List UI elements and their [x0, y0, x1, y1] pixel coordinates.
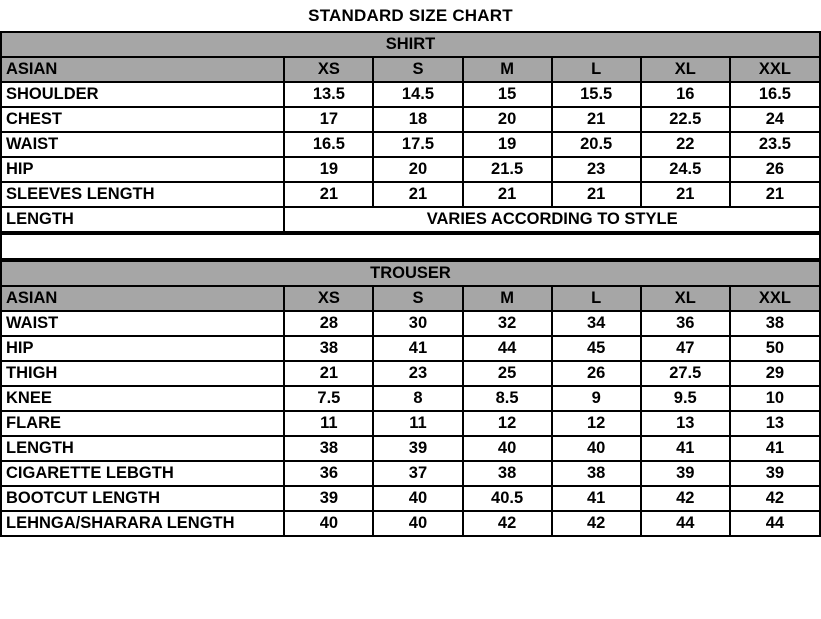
cell-value: 40: [373, 511, 462, 536]
cell-value: 23: [373, 361, 462, 386]
trouser-column-header-row: [1, 286, 820, 311]
cell-value: 20: [373, 157, 462, 182]
row-label: SLEEVES LENGTH: [1, 182, 284, 207]
cell-value: 8.5: [463, 386, 552, 411]
shirt-size-table: [0, 31, 821, 233]
cell-value: 42: [552, 511, 641, 536]
row-label: SHOULDER: [1, 82, 284, 107]
cell-value: 16: [641, 82, 730, 107]
cell-value: 20: [463, 107, 552, 132]
row-label: BOOTCUT LENGTH: [1, 486, 284, 511]
cell-value: 45: [552, 336, 641, 361]
table-row: [1, 486, 820, 511]
row-label: LEHNGA/SHARARA LENGTH: [1, 511, 284, 536]
size-header-xxl: XXL: [730, 286, 820, 311]
cell-value: 19: [463, 132, 552, 157]
size-header-l: L: [552, 286, 641, 311]
row-label: CIGARETTE LEBGTH: [1, 461, 284, 486]
cell-value: 21: [373, 182, 462, 207]
cell-value: 12: [552, 411, 641, 436]
row-label: LENGTH: [1, 436, 284, 461]
cell-value: 15: [463, 82, 552, 107]
table-row: [1, 386, 820, 411]
cell-value: 12: [463, 411, 552, 436]
cell-value: 15.5: [552, 82, 641, 107]
cell-value: 14.5: [373, 82, 462, 107]
table-row: [1, 511, 820, 536]
table-row: [1, 182, 820, 207]
cell-value: 41: [552, 486, 641, 511]
cell-value: 41: [730, 436, 820, 461]
shirt-section-header-row: [1, 32, 820, 57]
cell-value: 20.5: [552, 132, 641, 157]
cell-value: 39: [373, 436, 462, 461]
cell-value: 8: [373, 386, 462, 411]
cell-value: 16.5: [284, 132, 373, 157]
row-label: WAIST: [1, 132, 284, 157]
cell-value: 40: [552, 436, 641, 461]
cell-value: 21: [730, 182, 820, 207]
section-title-trouser: TROUSER: [1, 261, 820, 286]
cell-value: 34: [552, 311, 641, 336]
cell-value: 38: [284, 336, 373, 361]
cell-value: 42: [730, 486, 820, 511]
table-row: [1, 82, 820, 107]
cell-value: 25: [463, 361, 552, 386]
cell-value: 37: [373, 461, 462, 486]
region-label-trouser: ASIAN: [1, 286, 284, 311]
size-header-l: L: [552, 57, 641, 82]
table-row: [1, 311, 820, 336]
table-row: [1, 336, 820, 361]
size-header-xl: XL: [641, 57, 730, 82]
cell-value: 44: [730, 511, 820, 536]
cell-value: 7.5: [284, 386, 373, 411]
cell-value: 47: [641, 336, 730, 361]
cell-value: 23: [552, 157, 641, 182]
cell-value: 9: [552, 386, 641, 411]
cell-value: 39: [284, 486, 373, 511]
cell-value: 30: [373, 311, 462, 336]
trouser-section-header-row: [1, 261, 820, 286]
cell-value: 23.5: [730, 132, 820, 157]
cell-value: 42: [641, 486, 730, 511]
cell-value: 19: [284, 157, 373, 182]
row-label: HIP: [1, 157, 284, 182]
cell-value: 39: [730, 461, 820, 486]
row-label: LENGTH: [1, 207, 284, 232]
region-label-shirt: ASIAN: [1, 57, 284, 82]
cell-value: 13: [641, 411, 730, 436]
table-row: [1, 107, 820, 132]
cell-value: 36: [284, 461, 373, 486]
cell-value: 21: [284, 361, 373, 386]
cell-value: 41: [641, 436, 730, 461]
cell-value: 11: [373, 411, 462, 436]
cell-value: 17.5: [373, 132, 462, 157]
cell-value: 38: [284, 436, 373, 461]
cell-value: 36: [641, 311, 730, 336]
cell-value: 44: [641, 511, 730, 536]
row-label: CHEST: [1, 107, 284, 132]
shirt-column-header-row: [1, 57, 820, 82]
cell-value: 27.5: [641, 361, 730, 386]
row-label: KNEE: [1, 386, 284, 411]
cell-value: 29: [730, 361, 820, 386]
cell-value: 26: [730, 157, 820, 182]
cell-value: 38: [730, 311, 820, 336]
cell-value: 50: [730, 336, 820, 361]
cell-value: 32: [463, 311, 552, 336]
cell-value: 21.5: [463, 157, 552, 182]
table-row: [1, 132, 820, 157]
trouser-size-table: [0, 260, 821, 537]
table-row: [1, 411, 820, 436]
cell-value: 40: [463, 436, 552, 461]
cell-value: 13.5: [284, 82, 373, 107]
size-header-s: S: [373, 286, 462, 311]
cell-value: 9.5: [641, 386, 730, 411]
merged-note-cell: VARIES ACCORDING TO STYLE: [284, 207, 820, 232]
cell-value: 18: [373, 107, 462, 132]
cell-value: 40.5: [463, 486, 552, 511]
size-header-xxl: XXL: [730, 57, 820, 82]
size-header-m: M: [463, 57, 552, 82]
size-header-s: S: [373, 57, 462, 82]
table-row: [1, 361, 820, 386]
cell-value: 24: [730, 107, 820, 132]
section-title-shirt: SHIRT: [1, 32, 820, 57]
cell-value: 10: [730, 386, 820, 411]
row-label: THIGH: [1, 361, 284, 386]
cell-value: 44: [463, 336, 552, 361]
cell-value: 40: [284, 511, 373, 536]
row-label: WAIST: [1, 311, 284, 336]
cell-value: 40: [373, 486, 462, 511]
cell-value: 26: [552, 361, 641, 386]
cell-value: 21: [552, 107, 641, 132]
cell-value: 22.5: [641, 107, 730, 132]
cell-value: 21: [284, 182, 373, 207]
cell-value: 24.5: [641, 157, 730, 182]
cell-value: 38: [463, 461, 552, 486]
size-header-xs: XS: [284, 57, 373, 82]
page-title: STANDARD SIZE CHART: [308, 6, 513, 25]
row-label: HIP: [1, 336, 284, 361]
cell-value: 21: [641, 182, 730, 207]
section-spacer: [1, 234, 820, 259]
cell-value: 28: [284, 311, 373, 336]
size-header-xs: XS: [284, 286, 373, 311]
table-row: [1, 436, 820, 461]
row-label: FLARE: [1, 411, 284, 436]
cell-value: 39: [641, 461, 730, 486]
table-row: [1, 461, 820, 486]
cell-value: 38: [552, 461, 641, 486]
cell-value: 21: [552, 182, 641, 207]
cell-value: 42: [463, 511, 552, 536]
spacer-cell: [1, 234, 820, 259]
size-header-xl: XL: [641, 286, 730, 311]
cell-value: 17: [284, 107, 373, 132]
table-row: [1, 157, 820, 182]
cell-value: 22: [641, 132, 730, 157]
cell-value: 21: [463, 182, 552, 207]
table-row: [1, 207, 820, 232]
spacer-table: [0, 233, 821, 260]
cell-value: 13: [730, 411, 820, 436]
cell-value: 41: [373, 336, 462, 361]
cell-value: 16.5: [730, 82, 820, 107]
size-header-m: M: [463, 286, 552, 311]
cell-value: 11: [284, 411, 373, 436]
